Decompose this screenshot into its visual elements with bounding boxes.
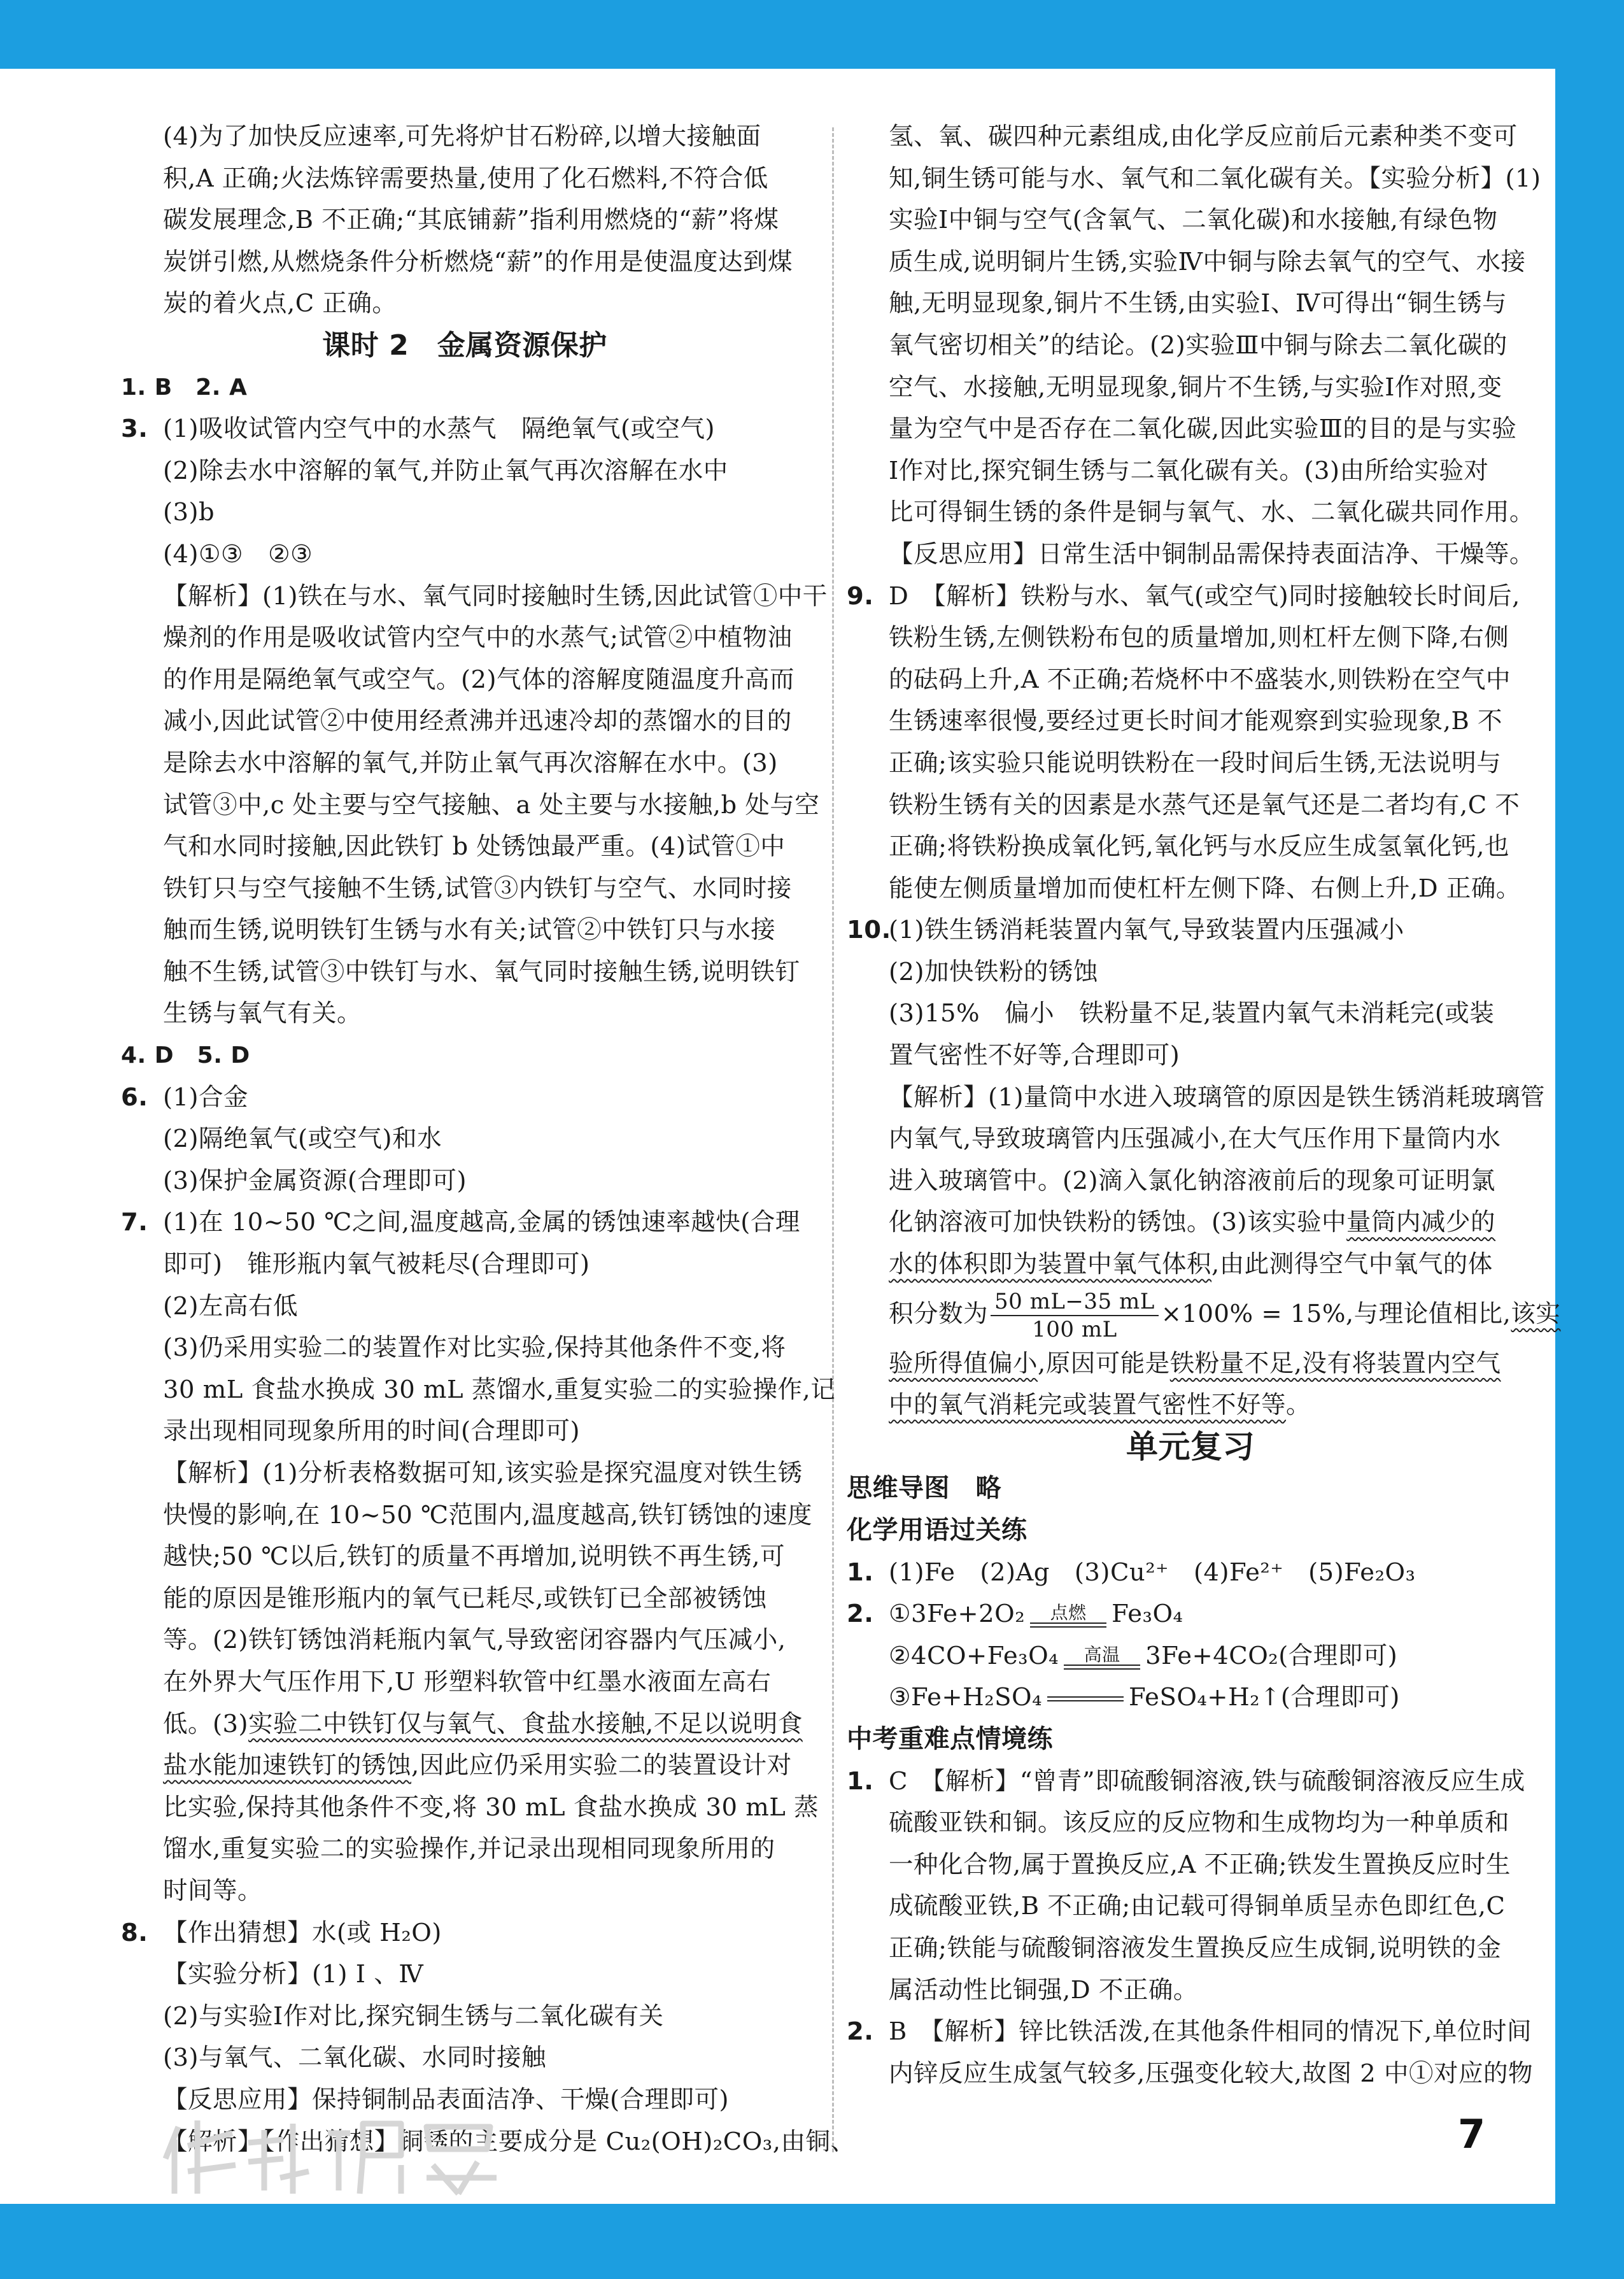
- text-line: 试管③中,c 处主要与空气接触、a 处主要与水接触,b 处与空: [163, 790, 820, 820]
- text-line: 比可得铜生锈的条件是铜与氧气、水、二氧化碳共同作用。: [889, 498, 1535, 527]
- right-column: [847, 116, 1561, 2094]
- wavy-underlined-text: 量筒内减少的: [1346, 1208, 1496, 1237]
- text-line: Ⅰ作对比,探究铜生锈与二氧化碳有关。(3)由所给实验对: [889, 456, 1489, 485]
- text: B 【解析】锌比铁活泼,在其他条件相同的情况下,单位时间: [889, 2017, 1532, 2047]
- question-number: 1.: [847, 1766, 874, 1796]
- text-line: 的砝码上升,A 不正确;若烧杯中不盛装水,则铁粉在空气中: [889, 665, 1511, 694]
- text-line: 硫酸亚铁和铜。该反应的反应物和生成物均为一种单质和: [889, 1808, 1510, 1838]
- answer-line: [847, 1552, 1534, 1594]
- column-divider: [832, 127, 834, 2152]
- fraction-line: [847, 1286, 1561, 1343]
- text-line: [121, 1703, 808, 1745]
- text-line: 即可) 锥形瓶内氧气被耗尽(合理即可): [163, 1250, 590, 1279]
- equation-line: [847, 1593, 1534, 1635]
- text: ,因此应仍采用实验二的装置设计对: [411, 1751, 792, 1780]
- equals-sign: [1064, 1665, 1140, 1670]
- text-line: (4)为了加快反应速率,可先将炉甘石粉碎,以增大接触面: [163, 122, 761, 151]
- equation-line: [847, 1635, 1534, 1677]
- text: (1)Fe (2)Ag (3)Cu²⁺ (4)Fe²⁺ (5)Fe₂O₃: [889, 1558, 1416, 1587]
- text-line: 越快;50 ℃以后,铁钉的质量不再增加,说明铁不再生锈,可: [163, 1542, 785, 1572]
- text-line: 等。(2)铁钉锈蚀消耗瓶内氧气,导致密闭容器内气压减小,: [163, 1626, 786, 1655]
- text-line: 知,铜生锈可能与水、氧气和二氧化碳有关。【实验分析】(1): [889, 164, 1541, 193]
- text-line: 实验Ⅰ中铜与空气(含氧气、二氧化碳)和水接触,有绿色物: [889, 206, 1498, 235]
- text-line: (3)保护金属资源(合理即可): [163, 1166, 467, 1195]
- text: ,原因可能是: [1038, 1349, 1170, 1378]
- text-line: 【解析】(1)量筒中水进入玻璃管的原因是铁生锈消耗玻璃管: [889, 1083, 1546, 1112]
- question-number: 8.: [121, 1918, 148, 1947]
- text-line: 一种化合物,属于置换反应,A 不正确;铁发生置换反应时生: [889, 1850, 1511, 1879]
- text-line: 【解析】(1)铁在与水、氧气同时接触时生锈,因此试管①中干: [163, 581, 828, 611]
- wavy-underlined-text: 验所得值偏小: [889, 1349, 1038, 1378]
- text-line: 触不生锈,试管③中铁钉与水、氧气同时接触生锈,说明铁钉: [163, 957, 800, 986]
- text: (1)合金: [163, 1083, 249, 1112]
- wavy-underlined-text: 实验二中铁钉仅与氧气、食盐水接触,不足以说明食: [248, 1709, 803, 1738]
- text-line: 炭饼引燃,从燃烧条件分析燃烧“薪”的作用是使温度达到煤: [163, 247, 793, 276]
- text-line: (3)15% 偏小 铁粉量不足,装置内氧气未消耗完(或装: [889, 999, 1495, 1028]
- text-line: (3)b: [163, 498, 215, 527]
- equation-left: ②4CO+Fe₃O₄: [889, 1641, 1059, 1670]
- equation-left: ③Fe+H₂SO₄: [889, 1683, 1043, 1712]
- text-line: 比实验,保持其他条件不变,将 30 mL 食盐水换成 30 mL 蒸: [163, 1793, 819, 1822]
- text-line: 时间等。: [163, 1876, 263, 1905]
- text-line: [121, 1745, 808, 1787]
- text-line: 铁粉生锈,左侧铁粉布包的质量增加,则杠杆左侧下降,右侧: [889, 623, 1509, 653]
- answer-line: [121, 1202, 808, 1244]
- text-line: 燥剂的作用是吸收试管内空气中的水蒸气;试管②中植物油: [163, 623, 793, 653]
- text: (1)在 10~50 ℃之间,温度越高,金属的锈蚀速率越快(合理: [163, 1208, 800, 1237]
- text-line: (3)仍采用实验二的装置作对比实验,保持其他条件不变,将: [163, 1333, 786, 1363]
- text-line: (2)除去水中溶解的氧气,并防止氧气再次溶解在水中: [163, 456, 728, 485]
- question-number: 2.: [847, 2017, 874, 2047]
- text-line: 内锌反应生成氢气较多,压强变化较大,故图 2 中①对应的物: [889, 2059, 1533, 2088]
- wavy-underlined-text: 该实: [1511, 1299, 1561, 1328]
- equation-left: ①3Fe+2O₂: [889, 1600, 1026, 1629]
- text-line: 质生成,说明铜片生锈,实验Ⅳ中铜与除去氧气的空气、水接: [889, 247, 1526, 276]
- text-line: 氧气密切相关”的结论。(2)实验Ⅲ中铜与除去二氧化碳的: [889, 330, 1507, 360]
- fraction-numerator: 50 mL−35 mL: [991, 1288, 1159, 1316]
- question-number: 9.: [847, 581, 874, 611]
- text-line: 【反思应用】日常生活中铜制品需保持表面洁净、干燥等。: [889, 539, 1535, 569]
- text-line: (2)左高右低: [163, 1291, 299, 1321]
- question-number: 3.: [121, 415, 148, 444]
- reaction-condition: 高温: [1084, 1644, 1120, 1665]
- text-line: 积,A 正确;火法炼锌需要热量,使用了化石燃料,不符合低: [163, 164, 768, 193]
- answer-line: [847, 576, 1534, 618]
- text-line: 触而生锈,说明铁钉生锈与水有关;试管②中铁钉只与水接: [163, 916, 776, 945]
- answer-line: [121, 1912, 808, 1954]
- text-line: 生锈与氧气有关。: [163, 999, 362, 1028]
- fraction-denominator: 100 mL: [1032, 1316, 1117, 1342]
- watermark-logo: [159, 2108, 516, 2203]
- text: 。: [1286, 1391, 1311, 1420]
- text: (1)铁生锈消耗装置内氧气,导致装置内压强减小: [889, 916, 1404, 945]
- text: ,由此测得空气中氧气的体: [1211, 1250, 1493, 1279]
- text-line: 快慢的影响,在 10~50 ℃范围内,温度越高,铁钉锈蚀的速度: [163, 1500, 812, 1530]
- answer-line: [121, 1077, 808, 1119]
- page-number: 7: [1458, 2111, 1486, 2157]
- answer-line: 1. B 2. A: [121, 374, 248, 401]
- text-line: 触,无明显现象,铜片不生锈,由实验Ⅰ、Ⅳ可得出“铜生锈与: [889, 289, 1507, 318]
- reaction-arrow: [1064, 1645, 1140, 1670]
- equation-line: [847, 1677, 1534, 1719]
- text-line: 成硫酸亚铁,B 不正确;由记载可得铜单质呈赤色即红色,C: [889, 1892, 1506, 1921]
- text-line: 正确;将铁粉换成氧化钙,氧化钙与水反应生成氢氧化钙,也: [889, 832, 1509, 862]
- text-line: 正确;该实验只能说明铁粉在一段时间后生锈,无法说明与: [889, 748, 1502, 777]
- section-heading: 化学用语过关练: [847, 1516, 1027, 1545]
- unit-review-title: 单元复习: [1126, 1428, 1255, 1465]
- text: ×100% = 15%,与理论值相比,: [1161, 1299, 1511, 1328]
- text-line: (2)加快铁粉的锈蚀: [889, 957, 1099, 986]
- reaction-arrow: [1030, 1603, 1106, 1628]
- right-color-bar: [1555, 0, 1624, 2279]
- text: 积分数为: [889, 1299, 989, 1328]
- equation-right: Fe₃O₄: [1112, 1600, 1183, 1629]
- text-line: (2)隔绝氧气(或空气)和水: [163, 1125, 442, 1154]
- text-line: [847, 1384, 1534, 1426]
- text: 化钠溶液可加快铁粉的锈蚀。(3)该实验中: [889, 1208, 1347, 1237]
- text-line: 铁钉只与空气接触不生锈,试管③内铁钉与空气、水同时接: [163, 874, 792, 903]
- reaction-condition: 点燃: [1050, 1602, 1087, 1624]
- question-number: 10.: [847, 916, 891, 945]
- text-line: (2)与实验Ⅰ作对比,探究铜生锈与二氧化碳有关: [163, 2001, 664, 2031]
- text-line: 在外界大气压作用下,U 形塑料软管中红墨水液面左高右: [163, 1667, 772, 1696]
- text-line: 【实验分析】(1) Ⅰ 、Ⅳ: [163, 1960, 424, 1989]
- text-line: 属活动性比铜强,D 不正确。: [889, 1975, 1198, 2005]
- answer-line: 4. D 5. D: [121, 1042, 250, 1069]
- section-heading: 中考重难点情境练: [847, 1724, 1053, 1754]
- equation-right: 3Fe+4CO₂(合理即可): [1145, 1641, 1398, 1670]
- equation-right: FeSO₄+H₂↑(合理即可): [1129, 1683, 1400, 1712]
- text: 【作出猜想】水(或 H₂O): [163, 1918, 442, 1947]
- section-heading: 思维导图 略: [847, 1473, 1001, 1503]
- text-line: (3)与氧气、二氧化碳、水同时接触: [163, 2043, 547, 2073]
- text-line: 【反思应用】保持铜制品表面洁净、干燥(合理即可): [163, 2085, 730, 2114]
- wavy-underlined-text: 中的氧气消耗完或装置气密性不好等: [889, 1391, 1287, 1420]
- text-line: 氢、氧、碳四种元素组成,由化学反应前后元素种类不变可: [889, 122, 1518, 151]
- text: D 【解析】铁粉与水、氧气(或空气)同时接触较长时间后,: [889, 581, 1520, 611]
- text: 低。(3): [163, 1709, 249, 1738]
- answer-line: [847, 1761, 1534, 1803]
- text-line: 馏水,重复实验二的实验操作,并记录出现相同现象所用的: [163, 1835, 775, 1864]
- answer-line: [847, 909, 1534, 951]
- text: C 【解析】“曾青”即硫酸铜溶液,铁与硫酸铜溶液反应生成: [889, 1766, 1525, 1796]
- answer-line: [847, 2011, 1534, 2053]
- text-line: 【解析】【作出猜想】铜锈的主要成分是 Cu₂(OH)₂CO₃,由铜、: [163, 2127, 856, 2156]
- equals-sign: [1030, 1622, 1106, 1628]
- text-line: 生锈速率很慢,要经过更长时间才能观察到实验现象,B 不: [889, 707, 1503, 736]
- left-column: [121, 116, 856, 2162]
- question-number: 6.: [121, 1083, 148, 1112]
- text-line: 能使左侧质量增加而使杠杆左侧下降、右侧上升,D 正确。: [889, 874, 1521, 903]
- question-number: 7.: [121, 1208, 148, 1237]
- text-line: 【解析】(1)分析表格数据可知,该实验是探究温度对铁生锈: [163, 1459, 803, 1487]
- text-line: [847, 1202, 1534, 1244]
- text-line: 内氧气,导致玻璃管内压强减小,在大气压作用下量筒内水: [889, 1125, 1501, 1154]
- text-line: 量为空气中是否存在二氧化碳,因此实验Ⅲ的目的是与实验: [889, 415, 1517, 444]
- question-number: 2.: [847, 1600, 874, 1629]
- wavy-underlined-text: 铁粉量不足,没有将装置内空气: [1169, 1349, 1501, 1378]
- text-line: 能的原因是锥形瓶内的氧气已耗尽,或铁钉已全部被锈蚀: [163, 1584, 767, 1613]
- text-line: [847, 1244, 1534, 1286]
- text-line: 炭的着火点,C 正确。: [163, 289, 397, 318]
- question-number: 1.: [847, 1558, 874, 1587]
- equals-sign: [1047, 1696, 1124, 1701]
- text-line: [847, 1343, 1534, 1385]
- text-line: 减小,因此试管②中使用经煮沸并迅速冷却的蒸馏水的目的: [163, 707, 792, 736]
- text-line: (4)①③ ②③: [163, 539, 313, 569]
- text-line: 进入玻璃管中。(2)滴入氯化钠溶液前后的现象可证明氯: [889, 1166, 1496, 1195]
- text-line: 碳发展理念,B 不正确;“其底铺薪”指利用燃烧的“薪”将煤: [163, 206, 779, 235]
- text-line: 是除去水中溶解的氧气,并防止氧气再次溶解在水中。(3): [163, 748, 778, 777]
- text-line: 正确;铁能与硫酸铜溶液发生置换反应生成铜,说明铁的金: [889, 1933, 1502, 1963]
- wavy-underlined-text: 盐水能加速铁钉的锈蚀: [163, 1751, 412, 1780]
- text: (1)吸收试管内空气中的水蒸气 隔绝氧气(或空气): [163, 415, 716, 444]
- text-line: 空气、水接触,无明显现象,铜片不生锈,与实验Ⅰ作对照,变: [889, 373, 1502, 402]
- wavy-underlined-text: 水的体积即为装置中氧气体积: [889, 1250, 1212, 1279]
- text-line: 的作用是隔绝氧气或空气。(2)气体的溶解度随温度升高而: [163, 665, 795, 694]
- text-line: 置气密性不好等,合理即可): [889, 1041, 1180, 1070]
- fraction: [991, 1288, 1159, 1343]
- text-line: 气和水同时接触,因此铁钉 b 处锈蚀最严重。(4)试管①中: [163, 832, 786, 862]
- answer-line: [121, 408, 808, 450]
- bottom-color-bar: [0, 2204, 1624, 2279]
- text-line: 30 mL 食盐水换成 30 mL 蒸馏水,重复实验二的实验操作,记: [163, 1375, 836, 1404]
- lesson-title: 课时 2 金属资源保护: [322, 329, 607, 362]
- text-line: 录出现相同现象所用的时间(合理即可): [163, 1417, 581, 1446]
- text-line: 铁粉生锈有关的因素是水蒸气还是氧气还是二者均有,C 不: [889, 790, 1520, 820]
